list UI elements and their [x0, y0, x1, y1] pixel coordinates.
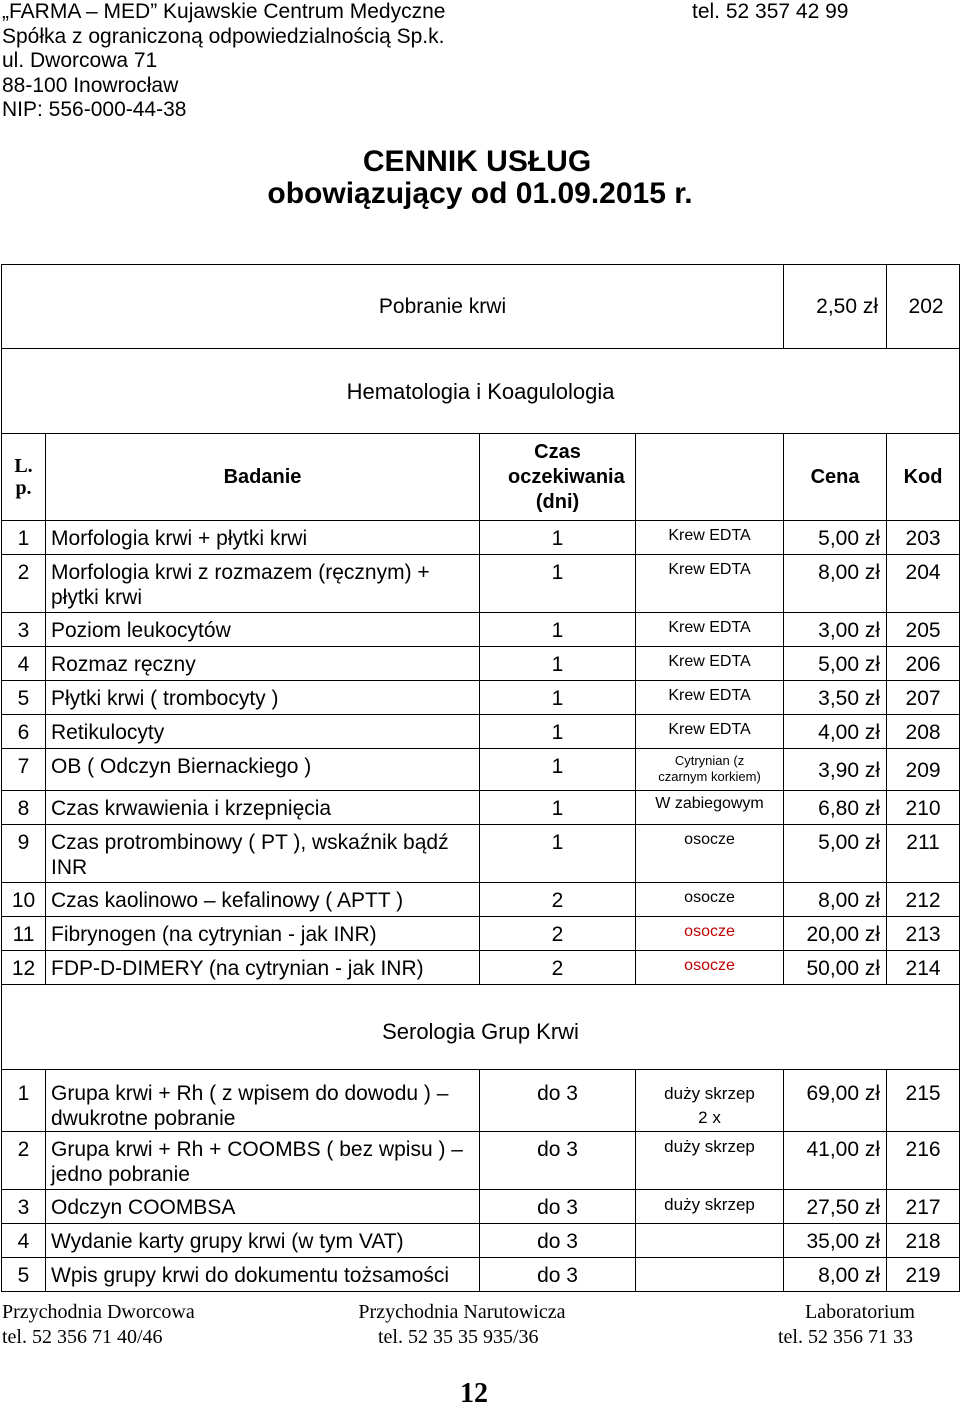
footer-laboratory	[778, 1300, 915, 1350]
company-phone: tel. 52 357 42 99	[692, 0, 849, 23]
table-row: 5 Płytki krwi ( trombocyty ) 1 Krew EDTA 3,50 zł 207	[2, 681, 960, 715]
table-row: 11 Fibrynogen (na cytrynian - jak INR) 2 osocze 20,00 zł 213	[2, 917, 960, 951]
section-title: Hematologia i Koagulologia	[2, 349, 960, 434]
table-row: 3 Odczyn COOMBSA do 3 duży skrzep 27,50 zł 217	[2, 1190, 960, 1224]
page-number: 12	[460, 1378, 488, 1409]
table-row: 8 Czas krwawienia i krzepnięcia 1 W zabiegowym 6,80 zł 210	[2, 791, 960, 825]
table-row: 1 Grupa krwi + Rh ( z wpisem do dowodu ) – dwukrotne pobranie do 3 duży skrzep 2 x 69,00 zł 215	[2, 1070, 960, 1132]
header-cena: Cena	[784, 434, 887, 521]
header-lp: L.p.	[2, 434, 46, 521]
footer-clinic-phone: tel. 52 356 71 40/46	[2, 1326, 163, 1348]
table-row: 2 Grupa krwi + Rh + COOMBS ( bez wpisu ) – jedno pobranie do 3 duży skrzep 41,00 zł 216	[2, 1132, 960, 1190]
section-header-hematology	[2, 349, 960, 434]
pobranie-row	[2, 265, 960, 349]
company-street: ul. Dworcowa 71	[2, 49, 158, 72]
table-row: 4 Rozmaz ręczny 1 Krew EDTA 5,00 zł 206	[2, 647, 960, 681]
header-badanie: Badanie	[46, 434, 480, 521]
table-row: 10 Czas kaolinowo – kefalinowy ( APTT ) 2 osocze 8,00 zł 212	[2, 883, 960, 917]
company-header	[2, 0, 445, 123]
company-nip: NIP: 556-000-44-38	[2, 98, 187, 121]
pobranie-price: 2,50 zł	[784, 265, 887, 349]
table-row: 3 Poziom leukocytów 1 Krew EDTA 3,00 zł 205	[2, 613, 960, 647]
footer-clinic-name: Laboratorium	[805, 1301, 915, 1323]
footer-clinic-phone: tel. 52 35 35 935/36	[378, 1326, 539, 1348]
footer-clinic-dworcowa	[2, 1300, 195, 1350]
section-title: Serologia Grup Krwi	[2, 985, 960, 1070]
footer-clinic-name: Przychodnia Narutowicza	[358, 1301, 566, 1323]
footer-clinic-narutowicza	[352, 1300, 572, 1350]
pobranie-name: Pobranie krwi	[378, 295, 507, 318]
company-form: Spółka z ograniczoną odpowiedzialnością Sp.k.	[2, 24, 445, 48]
header-kod: Kod	[887, 434, 960, 521]
price-table	[1, 264, 960, 1292]
table-row: 2 Morfologia krwi z rozmazem (ręcznym) + płytki krwi 1 Krew EDTA 8,00 zł 204	[2, 555, 960, 613]
table-row: 5 Wpis grupy krwi do dokumentu tożsamości do 3 8,00 zł 219	[2, 1258, 960, 1292]
company-city: 88-100 Inowrocław	[2, 73, 179, 97]
table-row: 1 Morfologia krwi + płytki krwi 1 Krew EDTA 5,00 zł 203	[2, 521, 960, 555]
section-header-serology	[2, 985, 960, 1070]
footer-clinic-name: Przychodnia Dworcowa	[2, 1301, 195, 1323]
page-subtitle: obowiązujący od 01.09.2015 r.	[267, 177, 693, 210]
header-czas: Czas oczekiwania (dni)	[480, 434, 636, 521]
pobranie-code: 202	[887, 265, 960, 349]
table-header-row	[2, 434, 960, 521]
table-row: 12 FDP-D-DIMERY (na cytrynian - jak INR) 2 osocze 50,00 zł 214	[2, 951, 960, 985]
page-title: CENNIK USŁUG	[362, 145, 592, 178]
table-row: 6 Retikulocyty 1 Krew EDTA 4,00 zł 208	[2, 715, 960, 749]
company-name: „FARMA – MED” Kujawskie Centrum Medyczne	[2, 0, 446, 23]
footer-clinic-phone: tel. 52 356 71 33	[778, 1326, 913, 1348]
table-row: 9 Czas protrombinowy ( PT ), wskaźnik bądź INR 1 osocze 5,00 zł 211	[2, 825, 960, 883]
table-row: 4 Wydanie karty grupy krwi (w tym VAT) do 3 35,00 zł 218	[2, 1224, 960, 1258]
table-row: 7 OB ( Odczyn Biernackiego ) 1 Cytrynian (z czarnym korkiem) 3,90 zł 209	[2, 749, 960, 791]
